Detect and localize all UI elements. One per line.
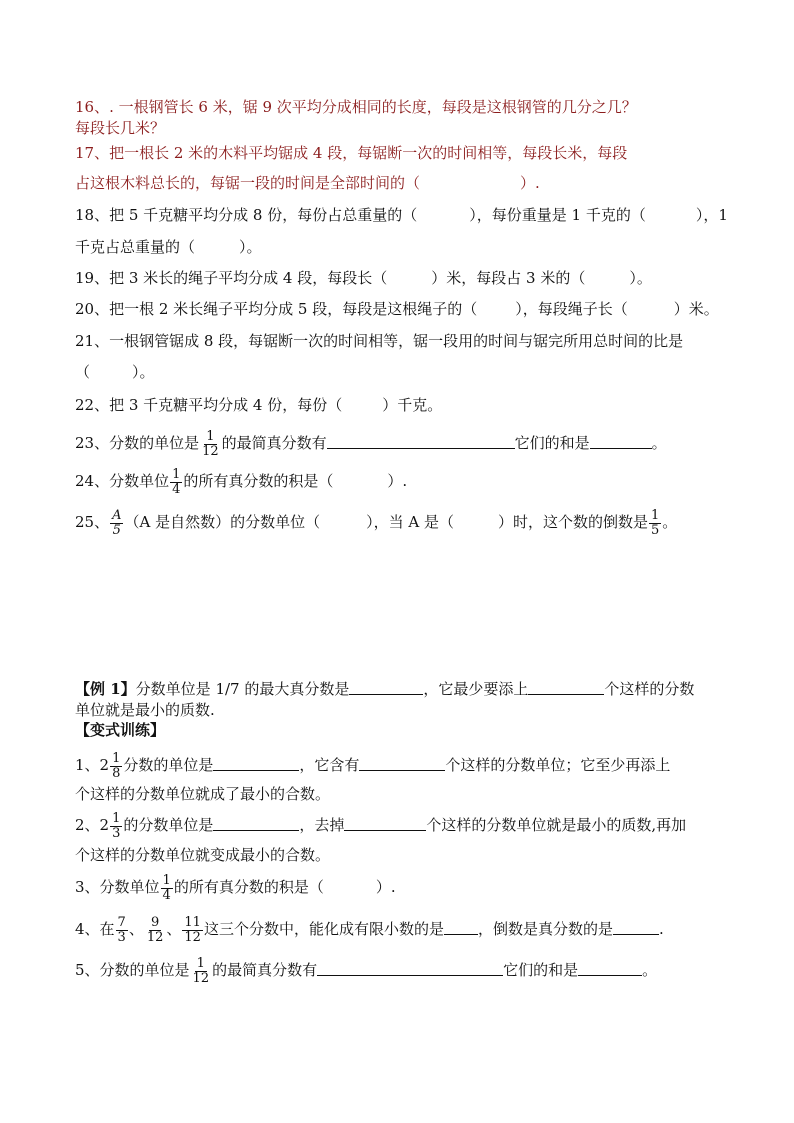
answer-blank[interactable] — [213, 816, 299, 831]
example-1-text-d: 单位就是最小的质数. — [75, 701, 215, 719]
fraction-denominator: 3 — [117, 929, 126, 945]
question-25 — [75, 507, 677, 538]
question-18-line-2 — [75, 237, 262, 257]
fraction — [170, 468, 182, 497]
fraction-denominator: 5 — [112, 522, 121, 538]
training-1-line-2 — [75, 784, 330, 804]
fraction — [110, 812, 122, 841]
question-20-text-c: ）米。 — [673, 300, 719, 318]
example-1-text-a: 分数单位是 1/7 的最大真分数是 — [135, 680, 350, 698]
training-3-text-b: 的所有真分数的积是（ — [173, 878, 324, 896]
question-19 — [75, 268, 652, 288]
fraction-numerator: 1 — [112, 810, 121, 826]
answer-blank[interactable] — [444, 920, 478, 935]
fraction-denominator: 12 — [184, 929, 201, 945]
question-24-text-a: 24、分数单位 — [75, 472, 170, 490]
question-19-text-b: ）米，每段占 3 米的（ — [431, 269, 586, 287]
training-1-text-a: 1、2 — [75, 756, 110, 774]
answer-blank[interactable] — [578, 961, 642, 976]
example-1-tag: 【例 1】 — [75, 680, 136, 698]
fraction-numerator: 1 — [112, 750, 121, 766]
training-2-text-a: 2、2 — [75, 816, 110, 834]
training-5-text-e: 。 — [642, 961, 658, 979]
question-23-text-c: 它们的和是 — [514, 434, 590, 452]
answer-blank[interactable] — [528, 680, 604, 695]
fraction — [110, 509, 123, 538]
fraction — [110, 752, 122, 781]
question-24 — [75, 466, 407, 497]
question-18-text-a: 18、把 5 千克糖平均分成 8 份，每份占总重量的（ — [75, 206, 418, 224]
training-1-text-e: 个这样的分数单位；它至少再添上 — [445, 756, 671, 774]
question-25-text-a: 25、 — [75, 513, 110, 531]
question-16-text-b: 每段长几米？ — [75, 119, 166, 137]
question-25-text-c: ），当 A 是（ — [366, 513, 454, 531]
training-4-text-e: . — [658, 920, 664, 938]
training-4-text-b: 这三个分数中，能化成有限小数的是 — [203, 920, 444, 938]
fraction-denominator: 5 — [650, 522, 660, 538]
question-21-text-b: （ — [75, 363, 91, 381]
question-16-line-2 — [75, 118, 165, 138]
answer-blank[interactable] — [317, 961, 503, 976]
training-1-text-c: ，它含有 — [299, 756, 360, 774]
training-heading-text: 【变式训练】 — [75, 721, 166, 739]
question-21-line-2 — [75, 362, 155, 382]
example-1-text-b: ，它最少要添上 — [423, 680, 529, 698]
answer-blank[interactable] — [359, 756, 445, 771]
fraction-numerator: 1 — [650, 507, 660, 523]
training-2-line-2 — [75, 845, 330, 865]
question-21-text-a: 21、一根钢管锯成 8 段，每锯断一次的时间相等，锯一段用的时间与锯完所用总时间的比是 — [75, 332, 684, 350]
question-16-line-1 — [75, 97, 637, 117]
training-4 — [75, 914, 664, 945]
fraction-numerator: 11 — [184, 914, 201, 930]
fraction — [649, 509, 661, 538]
training-1-text-f: 个这样的分数单位就成了最小的合数。 — [75, 785, 331, 803]
question-22-text-a: 22、把 3 千克糖平均分成 4 份，每份（ — [75, 396, 343, 414]
fraction — [182, 916, 203, 945]
question-19-text-a: 19、把 3 米长的绳子平均分成 4 段，每段长（ — [75, 269, 388, 287]
answer-blank[interactable] — [349, 680, 423, 695]
fraction-numerator: 1 — [162, 872, 171, 888]
training-5-text-a: 5、分数的单位是 — [75, 961, 190, 979]
training-1-line-1 — [75, 750, 670, 781]
question-25-text-e: ）时，这个数的倒数是 — [497, 513, 648, 531]
separator: 、 — [128, 920, 144, 938]
fraction-denominator: 12 — [146, 929, 164, 945]
training-1-text-b: 分数的单位是 — [123, 756, 214, 774]
question-17-line-1 — [75, 143, 627, 163]
question-18-text-e: ）。 — [239, 238, 262, 256]
example-1-text-c: 个这样的分数 — [604, 680, 695, 698]
answer-blank[interactable] — [590, 434, 652, 449]
training-2-text-f: 个这样的分数单位就变成最小的合数。 — [75, 846, 331, 864]
question-23-text-a: 23、分数的单位是 — [75, 434, 200, 452]
fraction-denominator: 8 — [112, 765, 121, 781]
question-24-text-b: 的所有真分数的积是（ — [183, 472, 334, 490]
separator: 、 — [166, 920, 182, 938]
example-1-line-2 — [75, 700, 215, 720]
training-5-text-c: 它们的和是 — [503, 961, 579, 979]
fraction — [145, 916, 166, 945]
question-17-text-a: 17、把一根长 2 米的木料平均锯成 4 段，每锯断一次的时间相等，每段长米，每段 — [75, 144, 628, 162]
question-16-text-a: 16、. 一根钢管长 6 米，锯 9 次平均分成相同的长度，每段是这根钢管的几分之几？ — [75, 98, 637, 116]
question-18-text-d: 千克占总重量的（ — [75, 238, 196, 256]
example-1-line-1 — [75, 679, 694, 699]
training-3 — [75, 872, 396, 903]
answer-blank[interactable] — [613, 920, 659, 935]
answer-blank[interactable] — [213, 756, 299, 771]
fraction-numerator: 7 — [117, 914, 126, 930]
training-3-text-c: ）. — [375, 878, 396, 896]
question-23 — [75, 428, 667, 459]
fraction-denominator: 3 — [112, 825, 121, 841]
question-20-text-b: ），每段绳子长（ — [515, 300, 628, 318]
question-18-text-b: ），每份重量是 1 千克的（ — [469, 206, 646, 224]
question-21-line-1 — [75, 331, 683, 351]
training-2-text-b: 的分数单位是 — [123, 816, 214, 834]
question-23-text-b: 的最简真分数有 — [221, 434, 327, 452]
training-4-text-a: 4、在 — [75, 920, 115, 938]
training-5 — [75, 955, 657, 986]
training-2-text-e: 个这样的分数单位就是最小的质数,再加 — [426, 816, 687, 834]
fraction — [200, 430, 221, 459]
question-18-line-1 — [75, 205, 728, 225]
training-2-text-c: ，去掉 — [299, 816, 345, 834]
question-23-text-e: 。 — [651, 434, 667, 452]
fraction-numerator: 9 — [150, 914, 160, 930]
fraction-denominator: 4 — [162, 887, 171, 903]
question-20-text-a: 20、把一根 2 米长绳子平均分成 5 段，每段是这根绳子的（ — [75, 300, 478, 318]
training-heading — [75, 720, 165, 740]
question-21-text-c: ）。 — [132, 363, 155, 381]
fraction-denominator: 12 — [192, 970, 210, 986]
training-5-text-b: 的最简真分数有 — [212, 961, 318, 979]
question-20 — [75, 299, 719, 319]
question-17-text-c: ）. — [520, 174, 540, 192]
question-17-line-2 — [75, 173, 540, 193]
question-17-text-b: 占这根木料总长的，每锯一段的时间是全部时间的（ — [75, 174, 421, 192]
question-22 — [75, 395, 442, 415]
question-24-text-c: ）. — [387, 472, 408, 490]
fraction-numerator: 1 — [196, 955, 205, 971]
question-18-text-c: ），1 — [695, 206, 728, 224]
answer-blank[interactable] — [344, 816, 426, 831]
training-3-text-a: 3、分数单位 — [75, 878, 160, 896]
fraction — [191, 957, 212, 986]
training-2-line-1 — [75, 810, 686, 841]
question-19-text-c: ）。 — [629, 269, 652, 287]
fraction — [161, 874, 173, 903]
fraction-numerator: 1 — [206, 428, 215, 444]
question-25-text-f: 。 — [662, 513, 678, 531]
fraction-denominator: 4 — [172, 481, 181, 497]
question-25-text-b: （A 是自然数）的分数单位（ — [124, 513, 321, 531]
fraction — [116, 916, 128, 945]
answer-blank[interactable] — [327, 434, 515, 449]
fraction-numerator: 1 — [172, 466, 181, 482]
fraction-denominator: 12 — [202, 443, 219, 459]
training-4-text-c: ，倒数是真分数的是 — [477, 920, 613, 938]
question-22-text-b: ）千克。 — [382, 396, 443, 414]
fraction-numerator: A — [112, 507, 122, 523]
